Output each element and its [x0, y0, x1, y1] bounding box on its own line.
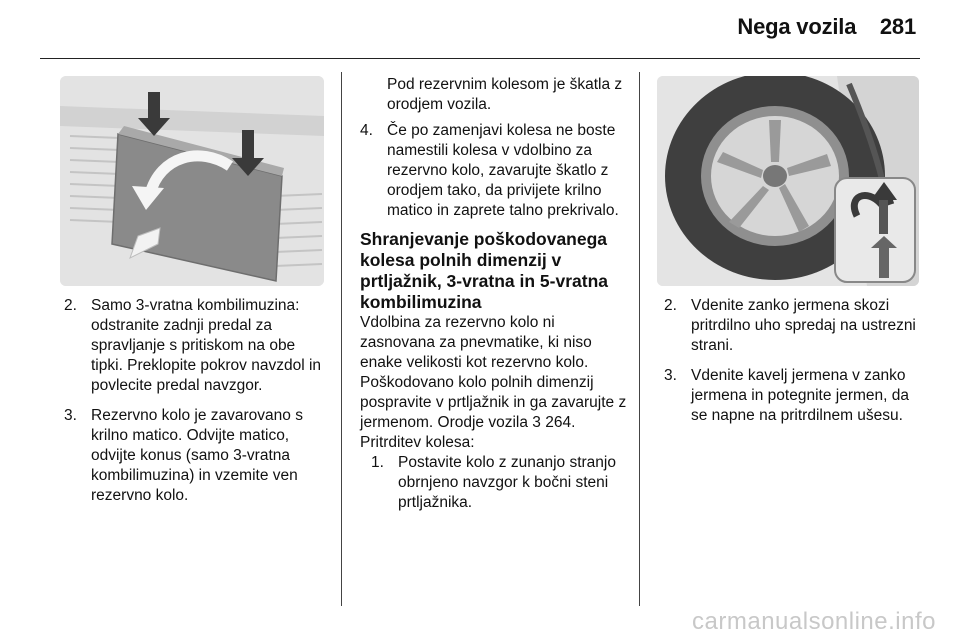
list-item: [360, 453, 628, 513]
page-reference-link[interactable]: 264.: [545, 414, 576, 431]
list-item: [360, 121, 628, 221]
page-header: [737, 14, 916, 40]
list-item-text: Rezervno kolo je zavarovano s krilno matico. Odvijte matico, odvijte konus (samo 3-vratna kombilimuzina) in vzemite ven rezervno kolo.: [91, 407, 303, 504]
page-reference-icon: 3: [532, 414, 541, 431]
column-divider-2: [639, 72, 640, 606]
spare-wheel-illustration: [657, 76, 919, 286]
figure-spare-wheel: [657, 76, 919, 286]
list-item-number: 2.: [64, 297, 77, 314]
list-item-number: 2.: [664, 297, 677, 314]
list-item-number: 3.: [64, 407, 77, 424]
list-item: [64, 406, 330, 506]
list-item-text: Samo 3-vratna kombilimuzina: odstranite zadnji predal za spravljanje s pritiskom na obe tipki. Preklopite pokrov navzdol in povlecite predal navzgor.: [91, 297, 322, 394]
section-title: Nega vozila: [737, 14, 857, 39]
list-item-number: 4.: [360, 122, 373, 139]
left-column: [64, 296, 330, 516]
list-item: [64, 296, 330, 396]
list-item-text: Če po zamenjavi kolesa ne boste namestili kolesa v vdolbino za rezervno kolo, zavarujte škatlo z orodjem tako, da privijete krilno matico in zaprete talno prekrivalo.: [387, 122, 619, 219]
drawer-illustration: [60, 76, 324, 286]
list-item-text: Postavite kolo z zunanjo stranjo obrnjeno navzgor k bočni steni prtljažnika.: [398, 454, 616, 511]
paragraph: [360, 313, 628, 433]
watermark: carmanualsonline.info: [692, 608, 936, 635]
list-item-number: 3.: [664, 367, 677, 384]
section-heading: Shranjevanje poškodovanega kolesa polnih dimenzij v prtljažnik, 3-vratna in 5-vratna kombilimuzina: [360, 229, 608, 312]
list-item-text: Vdenite kavelj jermena v zanko jermena in potegnite jermen, da se napne na pritrdilnem ušesu.: [691, 367, 909, 424]
list-item-number: 1.: [371, 454, 384, 471]
paragraph: Pritrditev kolesa:: [360, 434, 475, 451]
continuation-text: Pod rezervnim kolesom je škatla z orodjem vozila.: [387, 76, 623, 113]
middle-column: [360, 75, 628, 513]
right-column: [664, 296, 920, 436]
figure-storage-drawer: [60, 76, 324, 286]
list-item: [664, 366, 920, 426]
page-number: 281: [879, 14, 916, 39]
column-divider-1: [341, 72, 342, 606]
list-item: [664, 296, 920, 356]
header-rule: [40, 58, 920, 59]
paragraph-text: Vdolbina za rezervno kolo ni zasnovana za pnevmatike, ki niso enake velikosti kot rezervno kolo. Poškodovano kolo polnih dimenzij pospravite v prtljažnik in ga zavarujte z jermenom. Orodje vozila: [360, 314, 627, 431]
list-item-text: Vdenite zanko jermena skozi pritrdilno uho spredaj na ustrezni strani.: [691, 297, 916, 354]
